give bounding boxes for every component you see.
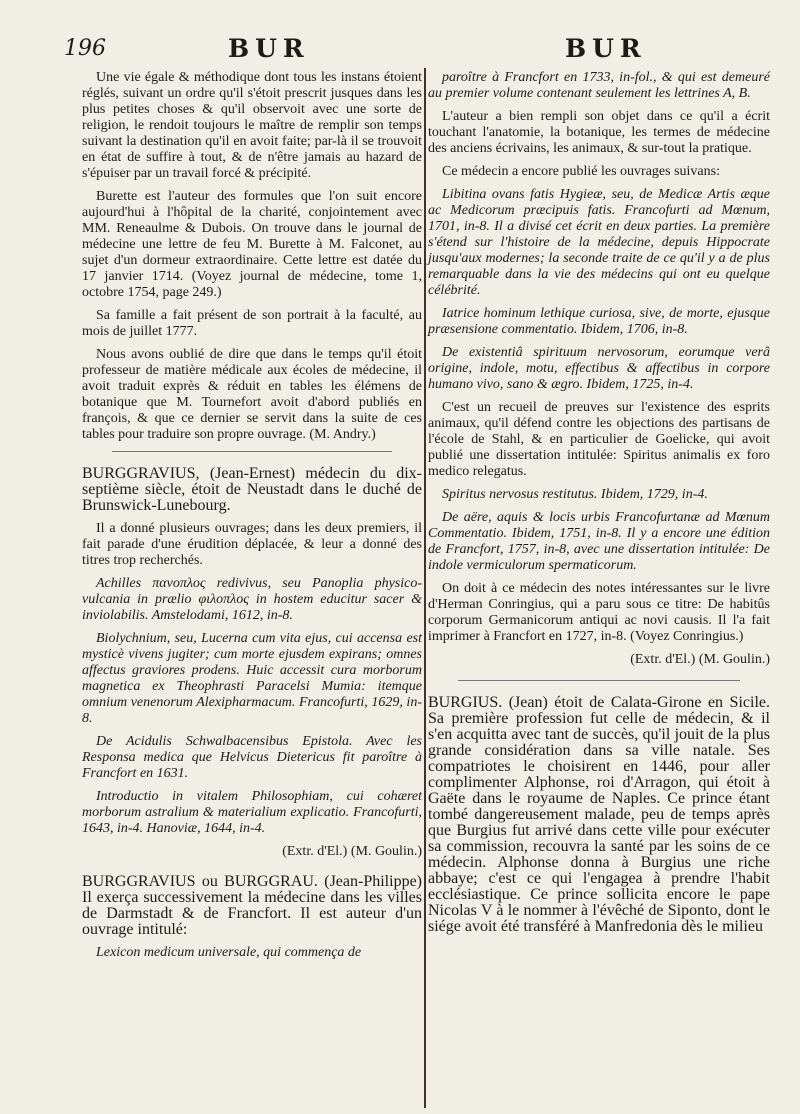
bibliographic-entry: De Acidulis Schwalbacensibus Epistola. Avec les Responsa medica que Helvicus Dietericus fit paroître à Francfort en 1631. (82, 734, 422, 781)
source-attribution: (Extr. d'El.) (M. Goulin.) (630, 652, 770, 667)
column-divider (424, 68, 426, 1108)
paragraph: Nous avons oublié de dire que dans le temps qu'il étoit professeur de matière médicale aux écoles de médecine, il avoit traduit exprès & réduit en tables les élémens de botanique que M. Tournefort avoit d'abord publiés en françois, & que ce dernier se servit dans la suite de ces tables pour traduire son propre ouvrage. (M. Andry.) (82, 347, 422, 442)
bibliographic-entry: De aëre, aquis & locis urbis Francofurtanæ ad Mœnum Commentatio. Ibidem, 1751, in-8. Il y a encore une édition de Francfort, 1757, in-8, avec une dissertation intitulée: De indole vermiculorum spermaticorum. (428, 510, 770, 573)
entry-heading: BURGIUS. (Jean) étoit de Calata-Girone en Sicile. Sa première profession fut celle de médecin, & il s'en acquitta avec tant de succès, qu'il jouit de la plus grande considération dans sa ville natale. Ses compatriotes le choisirent en 1446, pour aller complimenter Alphonse, roi d'Arragon, qui étoit à Gaëte dans le royaume de Naples. Ce prince étant tombé dangereusement malade, peu de temps après que Burgius fut arrivé dans cette ville pour exécuter sa commission, recouvra la santé par les soins de ce médecin. Alphonse donna à Burgius une riche abbaye; c'est ce qui l'engagea à prendre l'habit ecclésiastique. Ce prince sollicita encore le pape Nicolas V à le nommer à l'évêché de Siponto, dont le siége avoit été transféré à Manfredonia dès le milieu (428, 694, 770, 935)
entry-heading: BURGGRAVIUS ou BURGGRAU. (Jean-Philippe) Il exerça successivement la médecine dans les villes de Darmstadt & de Francfort. Il est auteur d'un ouvrage intitulé: (82, 873, 422, 938)
paragraph: C'est un recueil de preuves sur l'existence des esprits animaux, qu'il défend contre les objections des partisans de l'école de Stahl, & en particulier de Goelicke, qui avoit publié une dissertation intitulée: Spiritus animalis ex foro medico relegatus. (428, 400, 770, 479)
running-head-right: BUR (565, 34, 647, 63)
paragraph: Burette est l'auteur des formules que l'on suit encore aujourd'hui à l'hôpital de la charité, conjointement avec MM. Reneaulme & Dubois. On trouve dans le journal de médecine une lettre de feu M. Burette à M. Falconet, au sujet d'un dormeur extraordinaire. Cette lettre est datée du 17 janvier 1714. (Voyez journal de médecine, tome 1, octobre 1754, page 249.) (82, 189, 422, 300)
entry-heading: BURGGRAVIUS, (Jean-Ernest) médecin du dix-septième siècle, étoit de Neustadt dans le duché de Brunswick-Lunebourg. (82, 465, 422, 514)
paragraph: Une vie égale & méthodique dont tous les instans étoient réglés, suivant un ordre qu'il s'étoit prescrit jusques dans les plus petites choses & qu'il observoit avec une sorte de religion, le rendoit toujours le maître de remplir son temps suivant la destination qu'il en avoit faite; par-là il se trouvoit en état de suffire à tout, & de n'être jamais au hazard de s'épuiser par un travail forcé & précipité. (82, 70, 422, 181)
page-header (0, 34, 800, 64)
paragraph: L'auteur a bien rempli son objet dans ce qu'il a écrit touchant l'anatomie, la botanique, les termes de médecine des anciens écrivains, les animaux, & sur-tout la pratique. (428, 109, 770, 156)
running-head-left: BUR (228, 34, 310, 63)
bibliographic-entry: Lexicon medicum universale, qui commença de (96, 945, 362, 960)
bibliographic-entry: paroître à Francfort en 1733, in-fol., & qui est demeuré au premier volume contenant seulement les lettrines A, B. (428, 70, 770, 101)
right-column (428, 70, 770, 942)
bibliographic-entry: Biolychnium, seu, Lucerna cum vita ejus, cui accensa est mysticè vivens jugiter; cum morte ejusdem expirans; omnes affectus graviores prodens. Huic accessit cura morborum magnetica ex Theophrasti Paracelsi Mumia: itemque omnium venenorum Alexipharmacum. Francofurti, 1629, in-8. (82, 631, 422, 726)
page-number: 196 (64, 36, 106, 61)
bibliographic-entry: Introductio in vitalem Philosophiam, cui cohæret morborum astralium & materialium explicatio. Francofurti, 1643, in-4. Hanoviæ, 1644, in-4. (82, 789, 422, 836)
paragraph: Il a donné plusieurs ouvrages; dans les deux premiers, il fait parade d'une érudition déplacée, & leur a donné des titres trop recherchés. (82, 521, 422, 568)
paragraph: On doit à ce médecin des notes intéressantes sur le livre d'Herman Conringius, qui a paru sous ce titre: De habitûs corporum Germanicorum antiqui ac novi causis. Il l'a fait imprimer à Francfort en 1727, in-8. (Voyez Conringius.) (428, 581, 770, 644)
section-divider (112, 451, 392, 452)
bibliographic-entry: De existentiâ spirituum nervosorum, eorumque verâ origine, indole, motu, effectibus & affectibus in corpore humano vivo, sano & ægro. Ibidem, 1725, in-4. (428, 345, 770, 392)
bibliographic-entry: Iatrice hominum lethique curiosa, sive, de morte, ejusque præsensione commentatio. Ibidem, 1706, in-8. (428, 306, 770, 337)
paragraph: Sa famille a fait présent de son portrait à la faculté, au mois de juillet 1777. (82, 308, 422, 339)
bibliographic-entry: Achilles πανοπλος redivivus, seu Panoplia physico-vulcania in prælio φιλοπλος in hostem educitur sacer & inviolabilis. Amstelodami, 1612, in-8. (82, 576, 422, 623)
paragraph: Ce médecin a encore publié les ouvrages suivans: (442, 164, 720, 179)
bibliographic-entry: Spiritus nervosus restitutus. Ibidem, 1729, in-4. (442, 487, 708, 502)
left-column (82, 70, 422, 968)
bibliographic-entry: Libitina ovans fatis Hygieæ, seu, de Medicæ Artis æque ac Medicorum præcipuis fatis. Francofurti ad Mœnum, 1701, in-8. Il a divisé cet écrit en deux parties. La première s'étend sur l'histoire de la médecine, depuis Hippocrate jusqu'aux modernes; la seconde traite de ce qu'il y a de plus remarquable dans la vie des médecins qui ont eu quelque célébrité. (428, 187, 770, 298)
source-attribution: (Extr. d'El.) (M. Goulin.) (282, 844, 422, 859)
section-divider (458, 680, 740, 681)
